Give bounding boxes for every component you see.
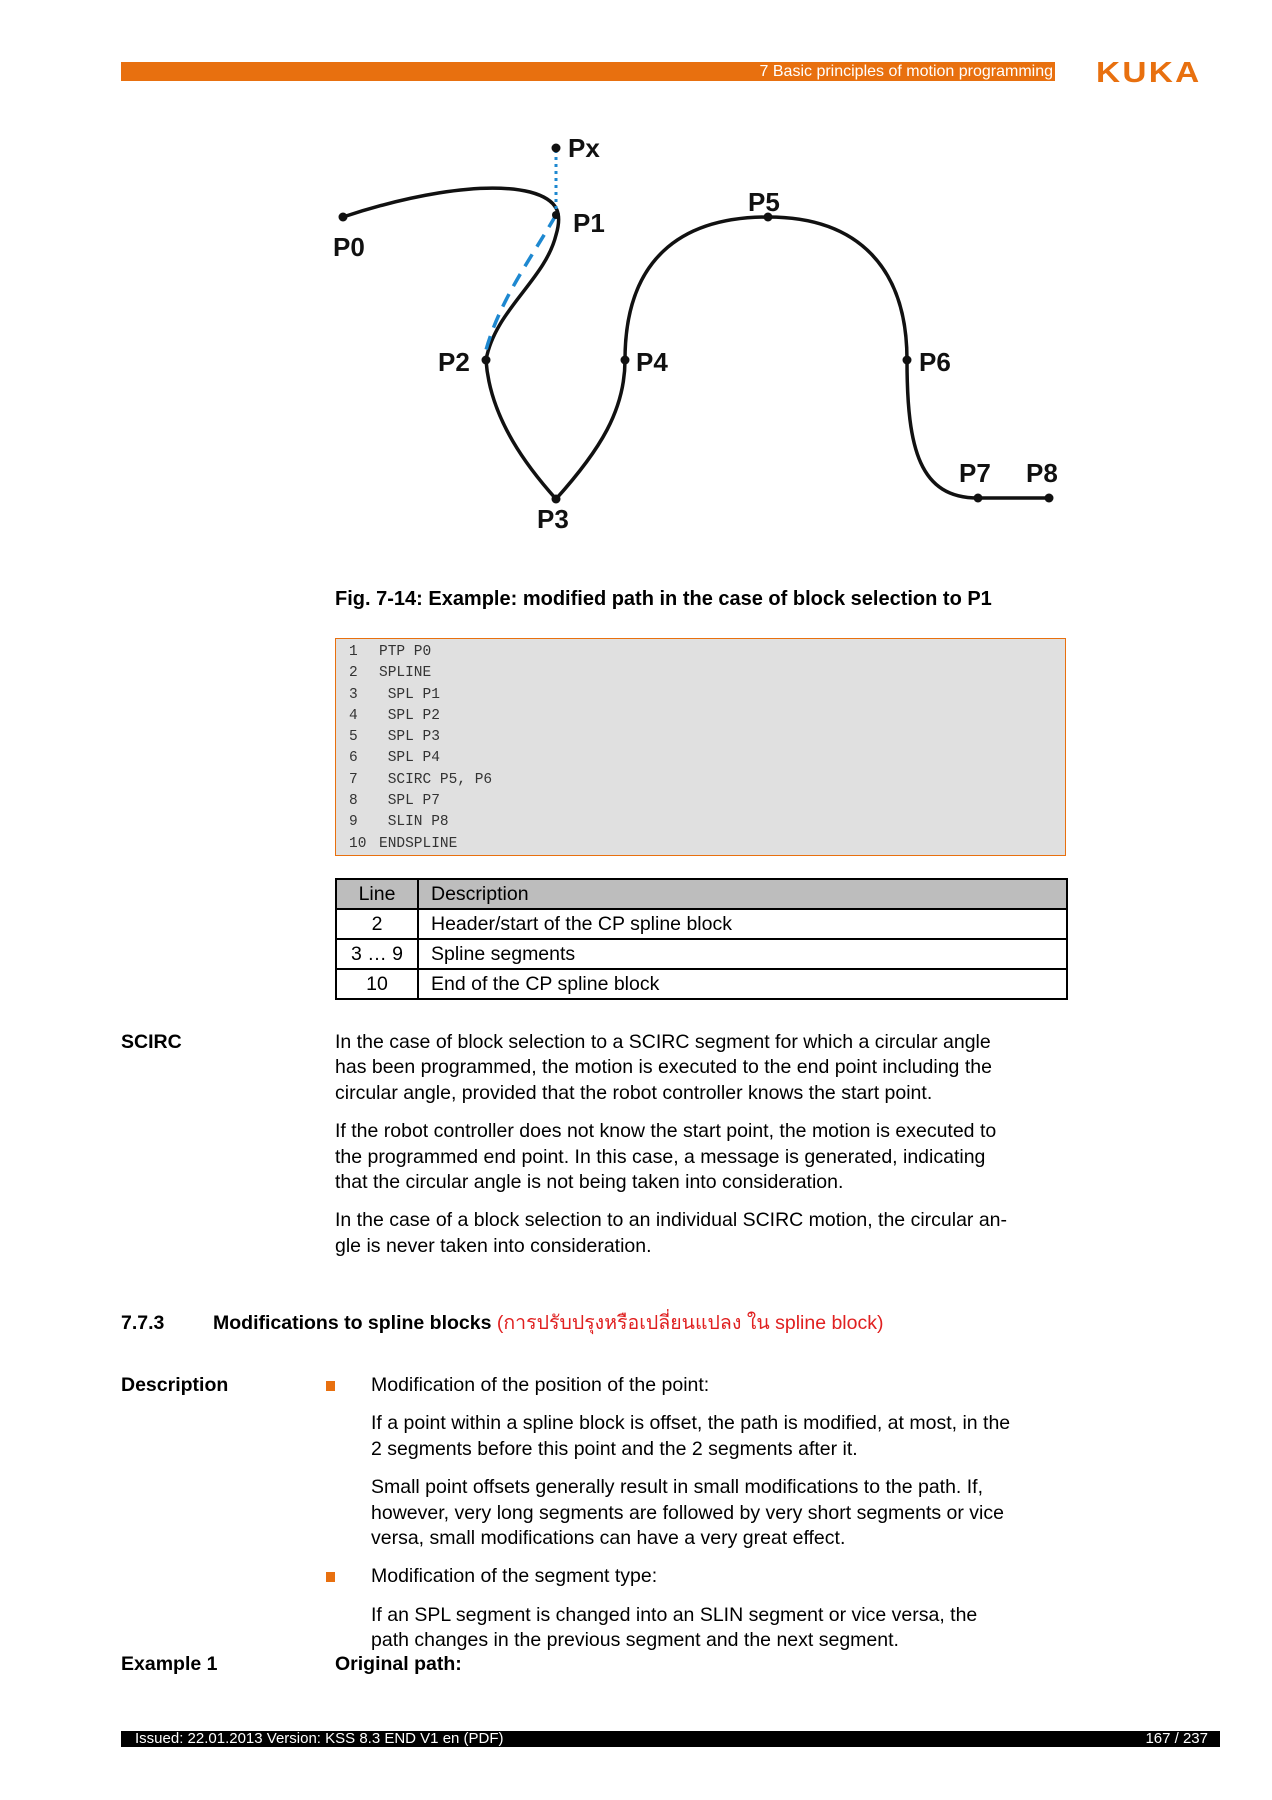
code-line xyxy=(349,748,1065,769)
label-p1: P1 xyxy=(573,208,605,238)
table-row xyxy=(336,969,1067,999)
code-line xyxy=(349,685,1065,706)
scirc-label: SCIRC xyxy=(121,1031,182,1053)
paragraph xyxy=(335,1208,1075,1259)
label-p5: P5 xyxy=(748,187,780,217)
col-header-description: Description xyxy=(418,879,1067,909)
code-line-number: 7 xyxy=(349,771,358,788)
spline-path xyxy=(343,188,1049,499)
code-line xyxy=(349,663,1065,684)
label-px: Px xyxy=(568,133,600,163)
text-line: the programmed end point. In this case, a message is generated, indicating xyxy=(335,1145,986,1168)
bullet-icon xyxy=(326,1572,335,1582)
text-line: path changes in the previous segment and the next segment. xyxy=(371,1629,899,1652)
code-line xyxy=(349,812,1065,833)
footer-bar xyxy=(121,1731,1220,1747)
section-heading xyxy=(121,1307,883,1338)
section-number: 7.7.3 xyxy=(121,1312,165,1334)
cell-line: 3 … 9 xyxy=(336,939,418,969)
example-label: Example 1 xyxy=(121,1653,218,1675)
code-line xyxy=(349,834,1065,855)
paragraph xyxy=(371,1475,1075,1551)
code-line xyxy=(349,727,1065,748)
text-line: Small point offsets generally result in small modifications to the path. If, xyxy=(371,1476,984,1499)
label-p7: P7 xyxy=(959,458,991,488)
code-line xyxy=(349,642,1065,663)
example-title: Original path: xyxy=(335,1653,462,1675)
label-p6: P6 xyxy=(919,347,951,377)
cell-description: End of the CP spline block xyxy=(418,969,1067,999)
code-line-number: 4 xyxy=(349,707,358,724)
code-line-number: 9 xyxy=(349,814,358,831)
text-line: In the case of block selection to a SCIRC segment for which a circular angle xyxy=(335,1031,991,1053)
description-label: Description xyxy=(121,1374,229,1396)
paragraph xyxy=(371,1411,1075,1462)
line-description-table xyxy=(335,878,1068,1000)
label-p8: P8 xyxy=(1026,458,1058,488)
code-line-number: 2 xyxy=(349,665,358,682)
label-p0: P0 xyxy=(333,232,365,262)
code-line-text: SPL P2 xyxy=(379,707,440,724)
code-line-text: SPL P4 xyxy=(379,750,440,767)
section-annotation: (การปรับปรุงหรือเปลี่ยนแปลง ใน spline block) xyxy=(496,1312,884,1334)
code-line-number: 1 xyxy=(349,644,358,660)
page-number: 167 / 237 xyxy=(1145,1730,1208,1747)
code-line-text: SPLINE xyxy=(379,665,432,682)
code-line-number: 5 xyxy=(349,729,358,746)
scirc-text xyxy=(335,1030,1075,1272)
code-line-text: SLIN P8 xyxy=(379,814,449,831)
label-p3: P3 xyxy=(537,504,569,534)
section-title: Modifications to spline blocks xyxy=(213,1312,492,1334)
code-line xyxy=(349,791,1065,812)
bullet-title xyxy=(371,1373,1075,1398)
code-line-text: ENDSPLINE xyxy=(379,835,458,852)
paragraph xyxy=(335,1030,1075,1106)
text-line: however, very long segments are followed by very short segments or vice xyxy=(371,1501,1004,1524)
table-row xyxy=(336,909,1067,939)
code-line-text: SPL P3 xyxy=(379,729,440,746)
text-line: If a point within a spline block is offset, the path is modified, at most, in the xyxy=(371,1412,1011,1435)
text-line: circular angle, provided that the robot controller knows the start point. xyxy=(335,1081,933,1104)
text-line: that the circular angle is not being taken into consideration. xyxy=(335,1171,844,1194)
footer-issued: Issued: 22.01.2013 Version: KSS 8.3 END V1 en (PDF) xyxy=(135,1730,504,1747)
text-line: 2 segments before this point and the 2 segments after it. xyxy=(371,1437,858,1460)
point-markers xyxy=(339,144,1054,504)
bullet-item xyxy=(371,1373,1075,1551)
text-line: If an SPL segment is changed into an SLIN segment or vice versa, the xyxy=(371,1603,978,1626)
description-text xyxy=(335,1373,1075,1667)
paragraph xyxy=(371,1603,1075,1654)
text-line: In the case of a block selection to an individual SCIRC motion, the circular an- xyxy=(335,1209,1008,1232)
table-row xyxy=(336,939,1067,969)
label-p4: P4 xyxy=(636,347,668,377)
bullet-icon xyxy=(326,1381,335,1391)
paragraph xyxy=(335,1119,1075,1195)
code-line-text: SCIRC P5, P6 xyxy=(379,771,493,788)
chapter-title: 7 Basic principles of motion programming xyxy=(759,63,1053,80)
code-line xyxy=(349,770,1065,791)
text-line: versa, small modifications can have a very great effect. xyxy=(371,1527,846,1550)
code-line-text: SPL P1 xyxy=(379,686,440,703)
code-line-number: 6 xyxy=(349,750,358,767)
spline-path-figure xyxy=(0,0,1272,560)
cell-description: Spline segments xyxy=(418,939,1067,969)
code-line-text: PTP P0 xyxy=(379,644,432,660)
figure-caption: Fig. 7-14: Example: modified path in the case of block selection to P1 xyxy=(335,588,992,610)
code-line xyxy=(349,706,1065,727)
cell-line: 10 xyxy=(336,969,418,999)
code-line-number: 10 xyxy=(349,835,367,852)
text-line: If the robot controller does not know the start point, the motion is executed to xyxy=(335,1120,997,1143)
code-line-text: SPL P7 xyxy=(379,793,440,810)
text-line: has been programmed, the motion is executed to the end point including the xyxy=(335,1056,992,1079)
cell-description: Header/start of the CP spline block xyxy=(418,909,1067,939)
bullet-title-text: Modification of the segment type: xyxy=(371,1565,658,1588)
label-p2: P2 xyxy=(438,347,470,377)
code-listing xyxy=(335,638,1066,856)
text-line: gle is never taken into consideration. xyxy=(335,1234,652,1257)
bullet-item xyxy=(371,1564,1075,1653)
cell-line: 2 xyxy=(336,909,418,939)
bullet-title-text: Modification of the position of the point: xyxy=(371,1374,710,1396)
bullet-title xyxy=(371,1564,1075,1589)
col-header-line: Line xyxy=(336,879,418,909)
code-line-number: 8 xyxy=(349,793,358,810)
kuka-logo: KUKA xyxy=(1096,57,1202,89)
code-line-number: 3 xyxy=(349,686,358,703)
